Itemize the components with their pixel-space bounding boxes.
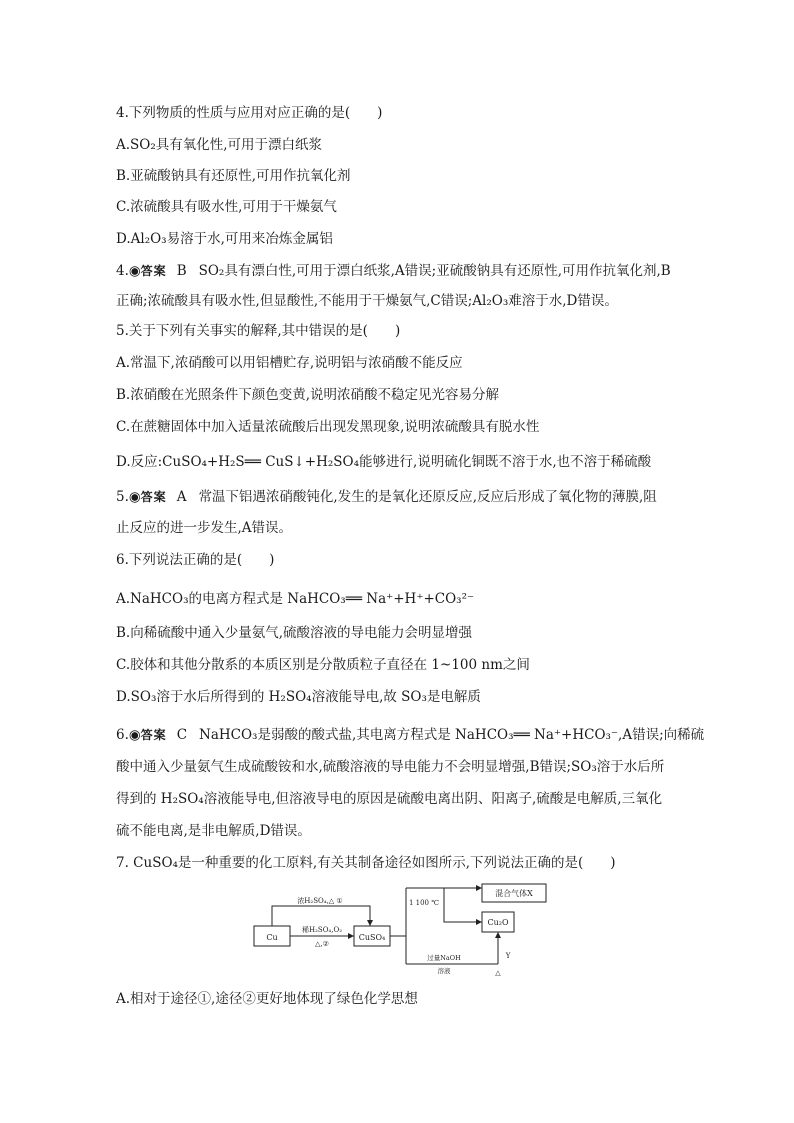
q6-answer-text-1: NaHCO₃是弱酸的酸式盐,其电离方程式是 NaHCO₃══ Na⁺+HCO₃⁻,A错误;向稀硫 [199,727,705,743]
q5-option-d: D.反应:CuSO₄+H₂S══ CuS↓+H₂SO₄能够进行,说明硫化铜既不溶于水,也不溶于稀硫酸 [116,454,652,470]
q4-answer-text-2: 正确;浓硫酸具有吸水性,但显酸性,不能用于干燥氨气,C错误;Al₂O₃难溶于水,D错误。 [116,293,618,309]
cu2o-label: Cu₂O [487,918,509,927]
heat-label: △ [495,969,501,977]
answer-mark-icon: ◉ [128,263,141,279]
cu-label: Cu [266,933,278,942]
q4-stem: 4.下列物质的性质与应用对应正确的是( ) [116,105,383,121]
q4-option-c: C.浓硫酸具有吸水性,可用于干燥氨气 [116,199,337,215]
gas-x-label: 混合气体X [495,889,533,898]
q6-answer-letter: C [176,727,188,743]
q4-option-b: B.亚硫酸钠具有还原性,可用作抗氧化剂 [116,168,351,184]
q6-answer-number: 6. [116,727,129,743]
q6-option-a: A.NaHCO₃的电离方程式是 NaHCO₃══ Na⁺+H⁺+CO₃²⁻ [116,591,475,607]
q4-option-d: D.Al₂O₃易溶于水,可用来冶炼金属铝 [116,231,333,247]
q4-answer-text-1: SO₂具有漂白性,可用于漂白纸浆,A错误;亚硫酸钠具有还原性,可用作抗氧化剂,B [198,263,671,279]
q5-option-b: B.浓硝酸在光照条件下颜色变黄,说明浓硝酸不稳定见光容易分解 [116,387,500,403]
naoh-top-label: 过量NaOH [427,954,461,962]
q5-option-a: A.常温下,浓硝酸可以用铝槽贮存,说明铝与浓硝酸不能反应 [116,355,463,371]
q5-answer-tag: 答案 [140,490,167,504]
cuso4-label: CuSO₄ [358,933,386,942]
q6-stem: 6.下列说法正确的是( ) [116,552,275,568]
q5-answer-text-1: 常温下铝遇浓硝酸钝化,发生的是氧化还原反应,反应后形成了氧化物的薄膜,阻 [198,489,657,505]
route1-label: 浓H₂SO₄,△ ① [297,897,343,905]
q4-answer-tag: 答案 [140,264,167,278]
q4-answer-line-1 [116,262,696,280]
q6-option-d: D.SO₃溶于水后所得到的 H₂SO₄溶液能导电,故 SO₃是电解质 [116,689,481,705]
q5-answer-line-1 [116,488,696,506]
q4-option-a: A.SO₂具有氧化性,可用于漂白纸浆 [116,137,323,153]
route2-top-label: 稀H₂SO₄,O₂ [301,926,343,934]
route2-bottom-label: △,② [315,940,329,948]
q6-answer-line-1 [116,726,705,744]
q6-answer-text-4: 硫不能电离,是非电解质,D错误。 [116,823,311,839]
q4-answer-number: 4. [116,263,129,279]
q5-option-c: C.在蔗糖固体中加入适量浓硫酸后出现发黑现象,说明浓硫酸具有脱水性 [116,419,540,435]
q7-option-a: A.相对于途径①,途径②更好地体现了绿色化学思想 [116,991,418,1007]
q5-stem: 5.关于下列有关事实的解释,其中错误的是( ) [116,323,401,339]
q6-answer-text-3: 得到的 H₂SO₄溶液能导电,但溶液导电的原因是硫酸电离出阴、阳离子,硫酸是电解质,三氧化 [116,791,663,807]
q6-option-b: B.向稀硫酸中通入少量氨气,硫酸溶液的导电能力会明显增强 [116,625,473,641]
q5-answer-text-2: 止反应的进一步发生,A错误。 [116,520,293,536]
temp-label: 1 100 ℃ [408,899,440,907]
q5-answer-letter: A [176,489,187,505]
q5-answer-number: 5. [116,489,129,505]
q7-stem: 7. CuSO₄是一种重要的化工原料,有关其制备途径如图所示,下列说法正确的是( ) [116,855,616,871]
y-label: Y [505,952,511,960]
q4-answer-letter: B [176,263,187,279]
answer-mark-icon: ◉ [128,489,141,505]
answer-mark-icon: ◉ [128,727,141,743]
cuso4-preparation-diagram [250,878,550,978]
q6-answer-text-2: 酸中通入少量氨气生成硫酸铵和水,硫酸溶液的导电能力不会明显增强,B错误;SO₃溶于水后所 [116,759,665,775]
q6-option-c: C.胶体和其他分散系的本质区别是分散质粒子直径在 1~100 nm之间 [116,657,530,673]
naoh-bottom-label: 溶液 [437,967,451,975]
q6-answer-tag: 答案 [140,728,167,742]
